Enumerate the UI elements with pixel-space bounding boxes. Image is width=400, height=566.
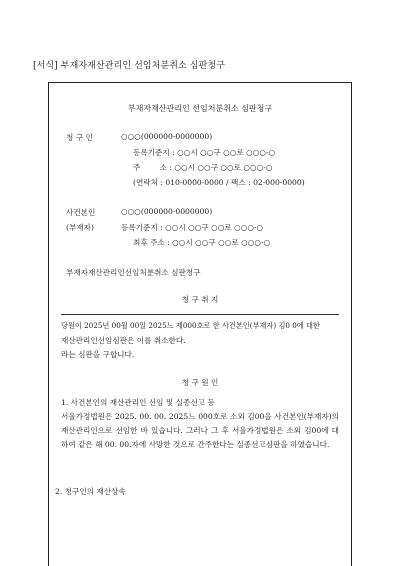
subject-reg-address: 등록기준지 : ○○시 ○○구 ○○로 ○○○-○ bbox=[121, 223, 264, 232]
document-frame bbox=[48, 82, 352, 566]
purpose-line-3: 라는 심판을 구합니다. bbox=[61, 350, 135, 359]
section-1-body: 서울가정법원은 2025. 00. 00. 2025느 000호로 소외 김00을 사건본인(부재자)의 재산관리인으로 선임한 바 있습니다. 그러나 그 후 서울가정법원은 소외 김00에 대하여 같은 해 00. 00.자에 사망한 것으로 간주한다는 실종선고심판을 하였습니다. bbox=[61, 412, 339, 449]
subject-label: 사건본인 bbox=[66, 208, 96, 217]
section-2-title: 2. 청구인의 재산상속 bbox=[55, 487, 126, 496]
petitioner-label: 청 구 인 bbox=[66, 133, 93, 142]
petitioner-contact: (연락처 : 010-0000-0000 / 팩스 : 02-000-0000) bbox=[133, 178, 305, 187]
subject-name: ○○○(000000-0000000) bbox=[121, 207, 213, 216]
case-name: 부재자재산관리인선임처분취소 심판청구 bbox=[66, 268, 201, 277]
petitioner-reg-address: 등록기준지 : ○○시 ○○구 ○○로 ○○○-○ bbox=[133, 148, 276, 157]
subject-last-address: 최후 주소 : ○○시 ○○구 ○○로 ○○○-○ bbox=[133, 238, 271, 247]
subject-label-absentee: (부재자) bbox=[66, 223, 94, 232]
purpose-line-2: 재산관리인선임심판은 이를 취소한다. bbox=[61, 336, 186, 345]
reasons-heading: 청 구 원 인 bbox=[181, 378, 219, 387]
section-1-title: 1. 사건본인의 재산관리인 선임 및 실종선고 등 bbox=[61, 398, 215, 407]
petitioner-name: ○○○(000000-0000000) bbox=[121, 132, 213, 141]
purpose-divider bbox=[61, 314, 339, 315]
purpose-line-1: 당원이 2025년 00월 00일 2025느 제000호로 한 사건본인(부재자) 김0 0에 대한 bbox=[61, 321, 320, 330]
form-caption: [서식] 부재자재산관리인 선임처분취소 심판청구 bbox=[33, 61, 225, 71]
petitioner-address: 주 소 : ○○시 ○○구 ○○로 ○○○-○ bbox=[133, 163, 273, 172]
purpose-heading: 청 구 취 지 bbox=[181, 295, 219, 304]
document-title: 부재자재산관리인 선임처분취소 심판청구 bbox=[127, 104, 273, 113]
